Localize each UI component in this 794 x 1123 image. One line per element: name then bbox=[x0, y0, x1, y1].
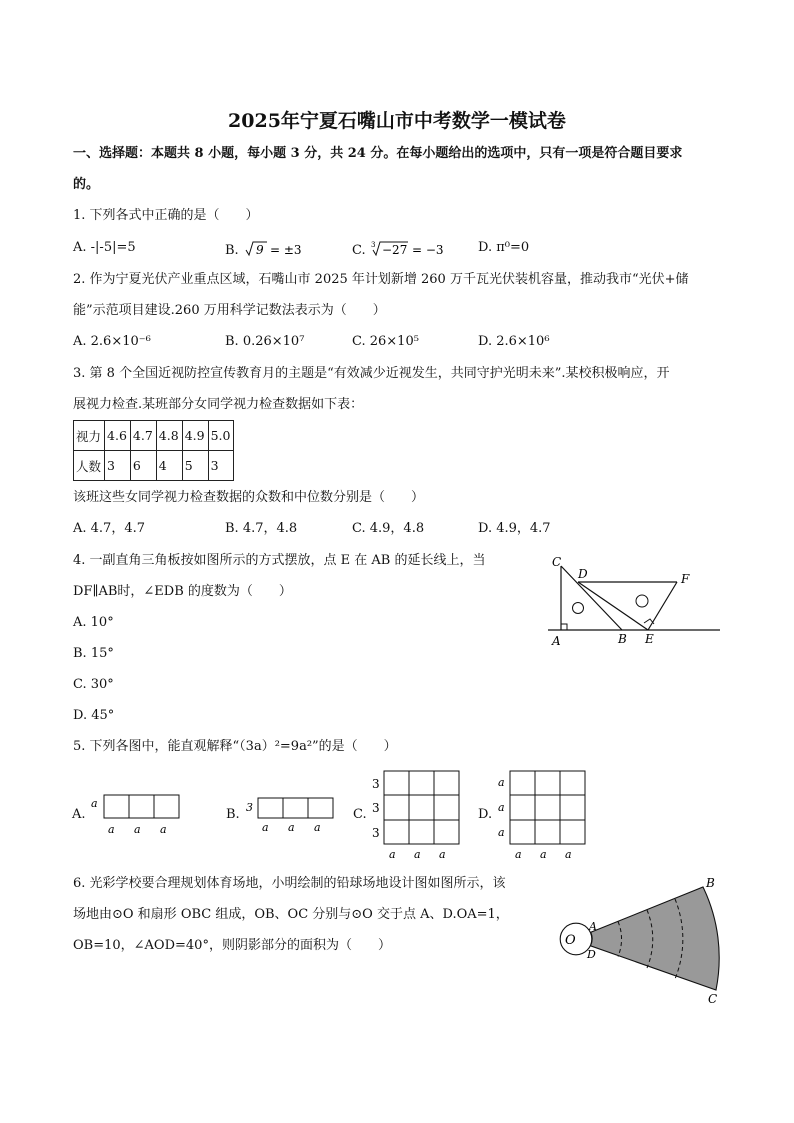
q1-option-d: D. π⁰=0 bbox=[478, 240, 530, 255]
label-a: a bbox=[565, 848, 572, 861]
page-title: 2025年宁夏石嘴山市中考数学一模试卷 bbox=[228, 110, 566, 132]
table-cell: 5.0 bbox=[208, 421, 234, 451]
q4-option-c: C. 30° bbox=[73, 677, 114, 692]
figure-c bbox=[384, 771, 459, 844]
label-a: a bbox=[414, 848, 421, 861]
q6-stem-line2: 场地由⊙O 和扇形 OBC 组成，OB、OC 分别与⊙O 交于点 A、D.OA=1， bbox=[73, 907, 509, 922]
q4-option-b: B. 15° bbox=[73, 646, 114, 661]
label-3: 3 bbox=[372, 826, 380, 840]
table-cell: 4 bbox=[156, 451, 182, 481]
figure-a bbox=[104, 795, 179, 818]
svg-text:= ±3: = ±3 bbox=[269, 243, 302, 257]
table-cell: 3 bbox=[105, 451, 131, 481]
q4-stem-line1: 4. 一副直角三角板按如图所示的方式摆放，点 E 在 AB 的延长线上，当 bbox=[73, 553, 486, 568]
q5-stem: 5. 下列各图中，能直观解释“（3a）²=9a²”的是（ ） bbox=[73, 739, 397, 754]
label-a: a bbox=[515, 848, 522, 861]
q5-figures bbox=[85, 760, 595, 865]
q2-option-b: B. 0.26×10⁷ bbox=[225, 334, 305, 349]
q5-option-c: C. bbox=[353, 807, 367, 822]
q3-stem-line3: 该班这些女同学视力检查数据的众数和中位数分别是（ ） bbox=[73, 490, 425, 505]
q5-option-b: B. bbox=[226, 807, 240, 822]
label-3: 3 bbox=[372, 777, 380, 791]
q4-option-d: D. 45° bbox=[73, 708, 115, 723]
vision-table bbox=[73, 420, 234, 481]
label-d: D bbox=[587, 948, 596, 961]
label-d: D bbox=[578, 567, 588, 581]
label-a: a bbox=[540, 848, 547, 861]
section-heading-cont: 的。 bbox=[73, 177, 100, 192]
svg-text:3: 3 bbox=[370, 241, 376, 249]
q3-option-c: C. 4.9，4.8 bbox=[352, 521, 425, 536]
q2-option-a: A. 2.6×10⁻⁶ bbox=[73, 334, 151, 349]
q1-stem: 1. 下列各式中正确的是（ ） bbox=[73, 208, 259, 223]
q6-stem-line1: 6. 光彩学校要合理规划体育场地，小明绘制的铅球场地设计图如图所示，该 bbox=[73, 876, 506, 891]
q6-stem-line3: OB=10，∠AOD=40°，则阴影部分的面积为（ ） bbox=[73, 938, 391, 953]
label-a: a bbox=[498, 776, 505, 789]
q1-option-c-label: C. bbox=[352, 243, 366, 258]
q2-option-c: C. 26×10⁵ bbox=[352, 334, 419, 349]
q5-option-d: D. bbox=[478, 807, 493, 822]
figure-d bbox=[510, 771, 585, 844]
label-a: a bbox=[439, 848, 446, 861]
label-a: a bbox=[498, 801, 505, 814]
label-a: a bbox=[108, 823, 115, 836]
svg-text:= −3: = −3 bbox=[411, 243, 444, 257]
q3-stem-line2: 展视力检查.某班部分女同学视力检查数据如下表： bbox=[73, 397, 364, 412]
q1-option-c bbox=[352, 240, 452, 259]
q3-option-d: D. 4.9，4.7 bbox=[478, 521, 551, 536]
table-cell: 视力 bbox=[74, 421, 105, 451]
q3-option-b: B. 4.7，4.8 bbox=[225, 521, 298, 536]
table-cell: 6 bbox=[130, 451, 156, 481]
table-cell: 5 bbox=[182, 451, 208, 481]
table-cell: 4.9 bbox=[182, 421, 208, 451]
q1-option-b-math bbox=[243, 240, 303, 258]
label-a: a bbox=[262, 821, 269, 834]
sector-figure bbox=[550, 870, 730, 1010]
label-3: 3 bbox=[246, 801, 253, 814]
section-heading: 一、选择题：本题共 8 小题，每小题 3 分，共 24 分。在每小题给出的选项中，只有一项是符合题目要求 bbox=[73, 146, 683, 161]
label-a: a bbox=[91, 797, 98, 810]
table-cell: 3 bbox=[208, 451, 234, 481]
q3-stem-line1: 3. 第 8 个全国近视防控宣传教育月的主题是“有效减少近视发生，共同守护光明未来”.某校积极响应，开 bbox=[73, 366, 670, 381]
svg-text:9: 9 bbox=[255, 243, 264, 257]
label-c: C bbox=[552, 555, 562, 569]
table-row bbox=[74, 421, 234, 451]
label-a: a bbox=[314, 821, 321, 834]
table-cell: 4.7 bbox=[130, 421, 156, 451]
label-a: A bbox=[589, 920, 597, 933]
label-a: a bbox=[288, 821, 295, 834]
label-3: 3 bbox=[372, 801, 380, 815]
triangle-figure bbox=[540, 550, 725, 650]
table-row bbox=[74, 451, 234, 481]
q5-option-a: A. bbox=[72, 807, 86, 822]
q1-option-c-math bbox=[370, 240, 452, 258]
label-c: C bbox=[708, 992, 718, 1006]
label-a: a bbox=[389, 848, 396, 861]
q3-option-a: A. 4.7，4.7 bbox=[73, 521, 146, 536]
label-b: B bbox=[706, 876, 715, 890]
label-a: a bbox=[498, 826, 505, 839]
q1-option-b bbox=[225, 240, 303, 259]
svg-text:−27: −27 bbox=[381, 243, 408, 257]
q1-option-b-label: B. bbox=[225, 243, 239, 258]
label-b: B bbox=[618, 632, 627, 646]
table-cell: 4.6 bbox=[105, 421, 131, 451]
table-cell: 人数 bbox=[74, 451, 105, 481]
label-a: A bbox=[552, 634, 561, 648]
label-e: E bbox=[645, 632, 654, 646]
q2-stem-line2: 能”示范项目建设.260 万用科学记数法表示为（ ） bbox=[73, 303, 386, 318]
table-cell: 4.8 bbox=[156, 421, 182, 451]
q2-option-d: D. 2.6×10⁶ bbox=[478, 334, 550, 349]
label-a: a bbox=[134, 823, 141, 836]
q1-option-a: A. -|-5|=5 bbox=[73, 240, 136, 255]
q2-stem-line1: 2. 作为宁夏光伏产业重点区域，石嘴山市 2025 年计划新增 260 万千瓦光伏装机容量，推动我市“光伏+储 bbox=[73, 272, 689, 287]
label-f: F bbox=[681, 572, 690, 586]
label-a: a bbox=[160, 823, 167, 836]
q4-stem-line2: DF∥AB时，∠EDB 的度数为（ ） bbox=[73, 584, 292, 599]
figure-b bbox=[258, 798, 333, 818]
label-o: O bbox=[565, 933, 576, 948]
q4-option-a: A. 10° bbox=[73, 615, 114, 630]
